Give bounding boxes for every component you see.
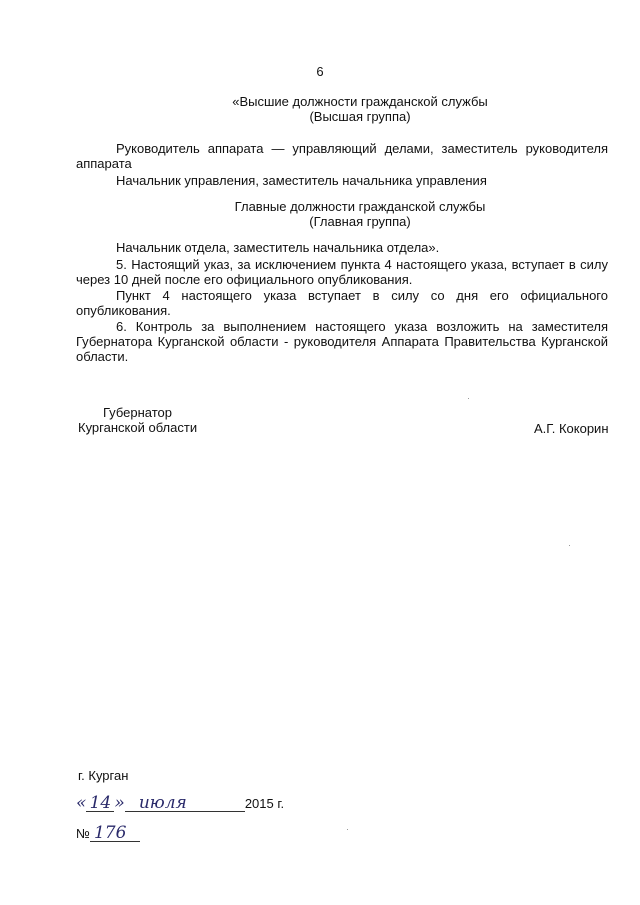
section1-item2: Начальник управления, заместитель начальника управления [116,173,487,188]
section1-item1-line1: Руководитель аппарата — управляющий делами, заместитель руководителя [116,141,608,156]
signature-position-line2: Курганской области [78,420,198,435]
para6-line2: Губернатора Курганской области - руководителя Аппарата Правительства Курганской [76,334,608,349]
number-value: 176 [90,826,140,842]
footer-city: г. Курган [78,768,129,783]
section1-title: «Высшие должности гражданской службы [232,94,488,109]
date-close-quote: » [114,793,125,813]
para5-line1: 5. Настоящий указ, за исключением пункта 4 настоящего указа, вступает в силу [116,257,608,272]
date-month: июля [125,796,245,812]
scan-speck [569,545,570,546]
scan-speck [468,398,469,399]
date-open-quote: « [76,793,87,813]
para5-line2: через 10 дней после его официального опубликования. [76,272,413,287]
section2-title: Главные должности гражданской службы [234,199,486,214]
number-label: № [76,826,90,841]
section1-group: (Высшая группа) [309,109,411,124]
para-p4-line2: опубликования. [76,303,171,318]
date-year: 2015 г. [244,796,285,811]
footer-date [76,793,285,818]
scan-speck [347,829,348,830]
section1-item1-line2: аппарата [76,156,132,171]
section2-item1: Начальник отдела, заместитель начальника отдела». [116,240,440,255]
para-p4-line1: Пункт 4 настоящего указа вступает в силу со дня его официального [116,288,608,303]
page-number: 6 [316,64,324,79]
section2-group: (Главная группа) [309,214,411,229]
signature-name: А.Г. Кокорин [534,421,609,436]
date-day: 14 [86,796,114,812]
para6-line1: 6. Контроль за выполнением настоящего указа возложить на заместителя [116,319,608,334]
para6-line3: области. [76,349,129,364]
footer-number [76,823,140,848]
signature-position-line1: Губернатор [103,405,172,420]
